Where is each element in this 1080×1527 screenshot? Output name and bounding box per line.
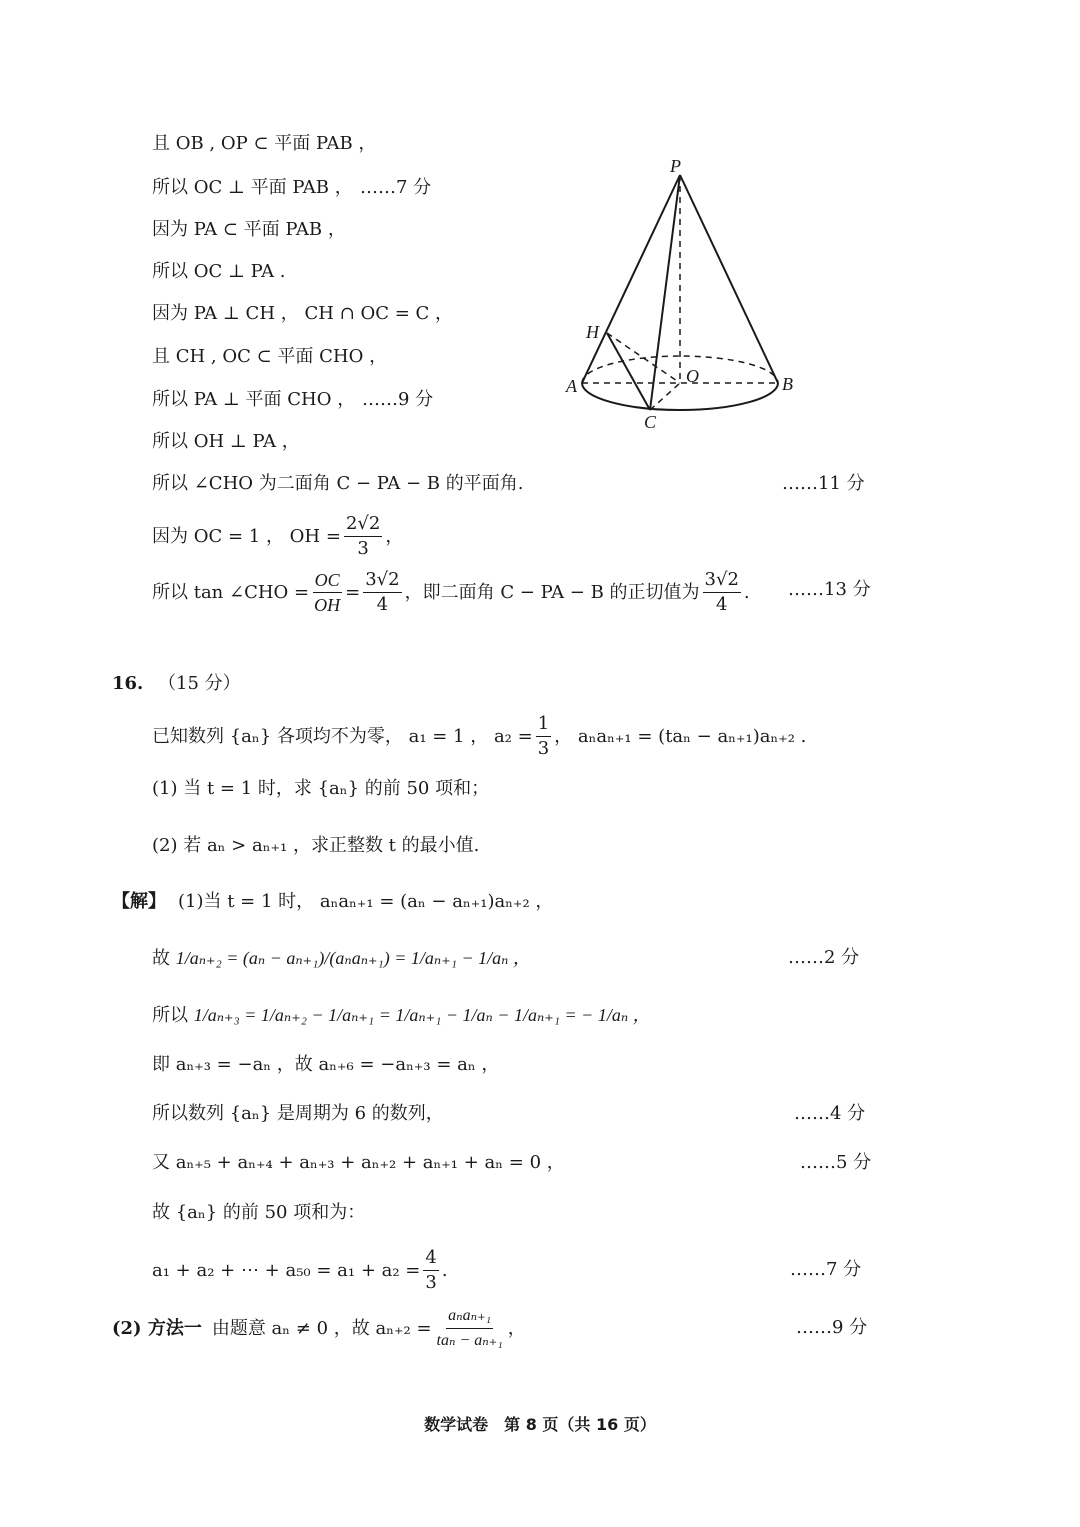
score-5: ……5 分: [800, 1152, 872, 1173]
edge-pb: [680, 175, 778, 383]
base-front-arc: [582, 383, 778, 410]
fraction-tan-value: [363, 568, 401, 617]
solution-line-7: 故 {aₙ} 的前 50 项和为：: [152, 1202, 366, 1223]
score-7b: ……7 分: [790, 1259, 862, 1280]
proof-line-6: 且 CH , OC ⊂ 平面 CHO ，: [152, 346, 388, 367]
label-c: C: [644, 412, 657, 432]
score-2: ……2 分: [788, 947, 860, 968]
solution-line-4: 即 aₙ₊₃ = −aₙ ，故 aₙ₊₆ = −aₙ₊₃ = aₙ ，: [152, 1054, 500, 1075]
proof-line-10: 因为 OC = 1 ， OH = $\frac{2√2}{3}$ ，: [152, 513, 404, 559]
proof-line-1: 且 OB , OP ⊂ 平面 PAB ，: [152, 133, 377, 154]
solution-line-2-eq: 1/aₙ₊₂ = (aₙ − aₙ₊₁)/(aₙaₙ₊₁) = 1/aₙ₊₁ − 1/aₙ ，: [175, 948, 531, 968]
proof-line-11-text-b: ，即二面角 C − PA − B 的正切值为: [404, 581, 700, 603]
fraction-numerator: 1: [536, 712, 551, 737]
score-9b: ……9 分: [796, 1317, 868, 1338]
fraction-numerator: 4: [423, 1246, 438, 1271]
edge-hc: [607, 333, 650, 410]
solution-line-1: (1)当 t = 1 时， aₙaₙ₊₁ = (aₙ − aₙ₊₁)aₙ₊₂ ，: [178, 891, 554, 912]
solution-line-9-text: 由题意 aₙ ≠ 0 ，故 aₙ₊₂ =: [211, 1317, 432, 1339]
score-11: ……11 分: [782, 473, 865, 494]
score-7: ……7 分: [360, 177, 432, 198]
problem-number: 16.: [112, 673, 144, 694]
edge-pa: [582, 175, 680, 383]
page-footer: 数学试卷 第 8 页（共 16 页）: [424, 1415, 656, 1434]
solution-tag: 【解】: [112, 891, 166, 912]
solution-line-3: [152, 1003, 651, 1028]
cone-diagram: [560, 150, 810, 440]
solution-line-8: a₁ + a₂ + ⋯ + a₅₀ = a₁ + a₂ = $\frac{4}{3}$ .: [152, 1247, 448, 1293]
proof-line-7: 所以 PA ⊥ 平面 CHO ，: [152, 389, 356, 410]
fraction-denominator: 3: [537, 738, 550, 759]
solution-line-3-eq: 1/aₙ₊₃ = 1/aₙ₊₂ − 1/aₙ₊₁ = 1/aₙ₊₁ − 1/aₙ − 1/aₙ₊₁ = − 1/aₙ ，: [193, 1005, 651, 1025]
solution-line-2-lead: 故: [152, 948, 170, 969]
fraction-numerator: 2√2: [344, 512, 382, 537]
segment-ho: [607, 333, 680, 383]
label-p: P: [670, 156, 681, 176]
edge-pc: [650, 175, 680, 410]
fraction-a2: [536, 712, 551, 761]
problem-points: （15 分）: [158, 673, 241, 694]
proof-line-3: 因为 PA ⊂ 平面 PAB ，: [152, 219, 346, 240]
label-h: H: [586, 322, 599, 342]
fraction-oc-oh: [312, 568, 342, 617]
solution-line-8-text: a₁ + a₂ + ⋯ + a₅₀ = a₁ + a₂ =: [152, 1259, 421, 1281]
label-b: B: [782, 374, 793, 394]
label-a: A: [566, 376, 577, 396]
score-9: ……9 分: [362, 389, 434, 410]
proof-line-11-text: 所以 tan ∠CHO =: [152, 581, 310, 603]
fraction-numerator: 3√2: [363, 568, 401, 593]
proof-line-8: 所以 OH ⊥ PA ，: [152, 431, 300, 452]
fraction-denominator: 4: [716, 594, 728, 615]
segment-co: [650, 383, 680, 410]
proof-line-11: 所以 tan ∠CHO = $\frac{OC}{OH}$ = $\frac{3√2}{4}$ ，即二面角 C − PA − B 的正切值为 $\frac{3√2}{4}$ .: [152, 569, 750, 615]
proof-line-4: 所以 OC ⊥ PA .: [152, 261, 286, 282]
score-13: ……13 分: [788, 579, 871, 600]
solution-line-5: 所以数列 {aₙ} 是周期为 6 的数列，: [152, 1103, 444, 1124]
fraction-denominator: OH: [314, 595, 341, 615]
fraction-sum: [423, 1246, 438, 1295]
solution-line-2: [152, 946, 531, 971]
problem-stem-text: 已知数列 {aₙ} 各项均不为零， a₁ = 1 ， a₂ =: [152, 725, 533, 747]
fraction-denominator: 4: [376, 594, 389, 615]
fraction-oh: [344, 512, 382, 561]
fraction-numerator: OC: [313, 568, 342, 593]
proof-line-9: 所以 ∠CHO 为二面角 C − PA − B 的平面角.: [152, 473, 524, 494]
proof-line-10-text: 因为 OC = 1 ， OH =: [152, 525, 341, 547]
score-4: ……4 分: [794, 1103, 866, 1124]
problem-stem-text-b: ， aₙaₙ₊₁ = (taₙ − aₙ₊₁)aₙ₊₂ .: [554, 725, 807, 747]
question-2: (2) 若 aₙ > aₙ₊₁ ，求正整数 t 的最小值.: [152, 835, 480, 856]
proof-line-2: 所以 OC ⊥ 平面 PAB ，: [152, 177, 353, 198]
label-o: O: [686, 366, 699, 386]
solution-line-3-lead: 所以: [152, 1005, 188, 1026]
fraction-numerator: aₙaₙ₊₁: [446, 1304, 493, 1329]
proof-line-5: 因为 PA ⊥ CH ， CH ∩ OC = C ，: [152, 303, 454, 324]
fraction-numerator: 3√2: [703, 568, 741, 593]
fraction-answer: [703, 568, 741, 617]
fraction-an2: [435, 1304, 505, 1353]
solution-line-9: (2) 方法一 由题意 aₙ ≠ 0 ，故 aₙ₊₂ = $\frac{\text{aₙaₙ₊₁}}{\text{taₙ − aₙ₊₁}}$ ，: [112, 1304, 526, 1353]
fraction-denominator: taₙ − aₙ₊₁: [436, 1332, 503, 1349]
fraction-denominator: 3: [357, 538, 369, 559]
method-one-label: (2) 方法一: [112, 1317, 202, 1339]
problem-stem: [152, 712, 806, 761]
fraction-denominator: 3: [425, 1272, 437, 1293]
solution-line-6: 又 aₙ₊₅ + aₙ₊₄ + aₙ₊₃ + aₙ₊₂ + aₙ₊₁ + aₙ = 0 ，: [152, 1152, 565, 1173]
question-1: (1) 当 t = 1 时，求 {aₙ} 的前 50 项和；: [152, 778, 490, 799]
